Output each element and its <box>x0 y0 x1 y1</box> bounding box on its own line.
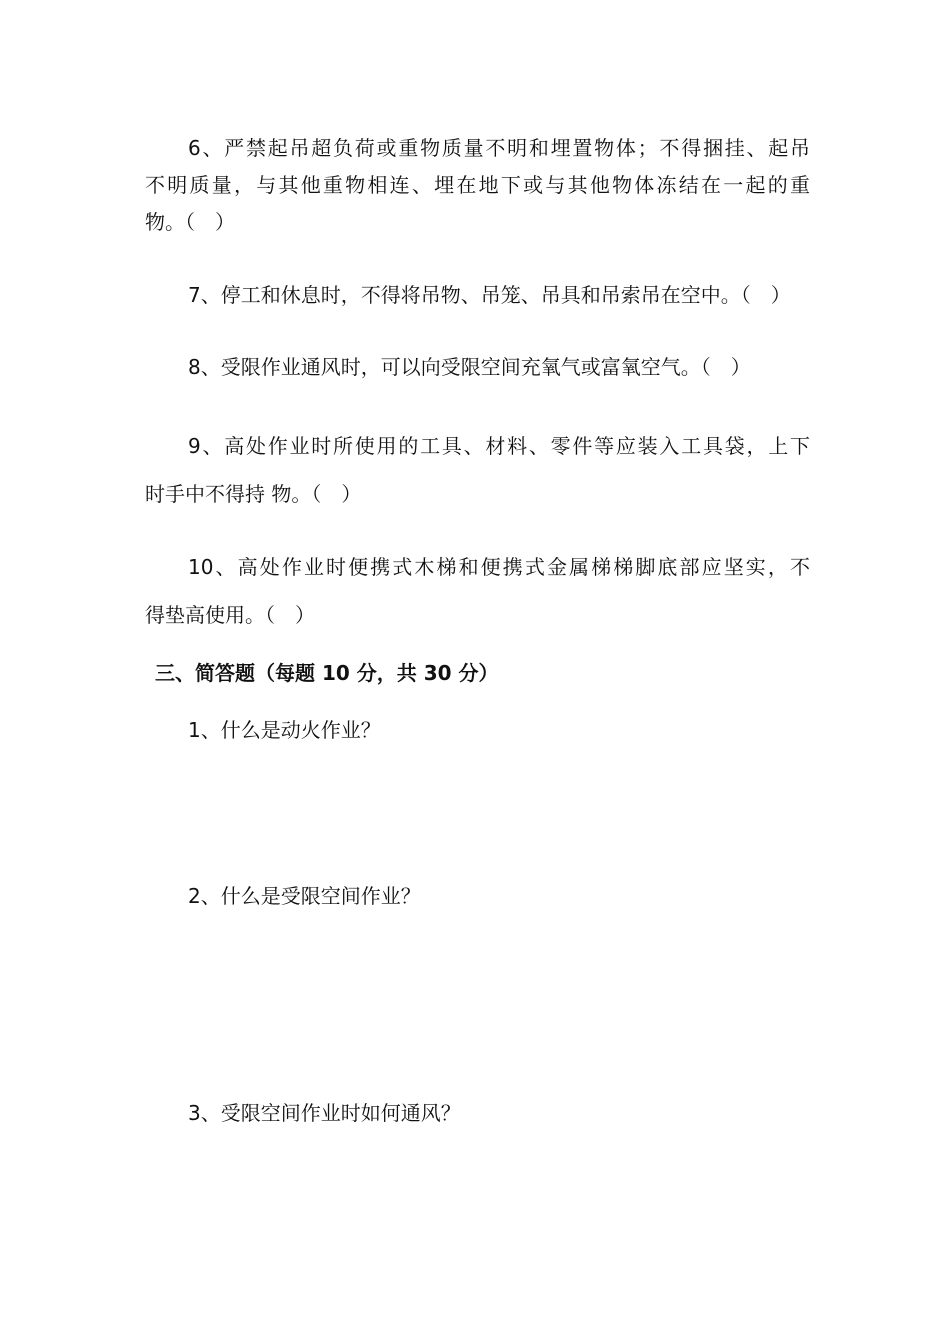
tf-item-9 <box>145 422 810 518</box>
section-title: 三、简答题（每题 10 分，共 30 分） <box>155 661 499 685</box>
tf-item-8 <box>145 349 810 386</box>
question-2: 2、什么是受限空间作业？ <box>188 884 421 908</box>
tf-item-line: 8、受限作业通风时，可以向受限空间充氧气或富氧空气。（ ） <box>188 355 751 379</box>
tf-item-line: 时手中不得持 物。（ ） <box>145 482 362 506</box>
tf-item-line: 9、高处作业时所使用的工具、材料、零件等应装入工具袋，上下 <box>188 434 810 458</box>
tf-item-line: 得垫高使用。（ ） <box>145 603 315 627</box>
tf-item-7 <box>145 277 810 314</box>
tf-item-6 <box>145 130 810 241</box>
tf-item-line: 物。（ ） <box>145 210 235 234</box>
tf-item-line: 6、严禁起吊超负荷或重物质量不明和埋置物体；不得捆挂、起吊 <box>188 136 810 160</box>
question-3: 3、受限空间作业时如何通风？ <box>188 1101 461 1125</box>
tf-item-10 <box>145 543 810 639</box>
question-1: 1、什么是动火作业？ <box>188 718 381 742</box>
tf-item-line: 10、高处作业时便携式木梯和便携式金属梯梯脚底部应坚实，不 <box>188 555 810 579</box>
tf-item-line: 7、停工和休息时，不得将吊物、吊笼、吊具和吊索吊在空中。（ ） <box>188 283 791 307</box>
tf-item-line: 不明质量，与其他重物相连、埋在地下或与其他物体冻结在一起的重 <box>145 173 810 197</box>
